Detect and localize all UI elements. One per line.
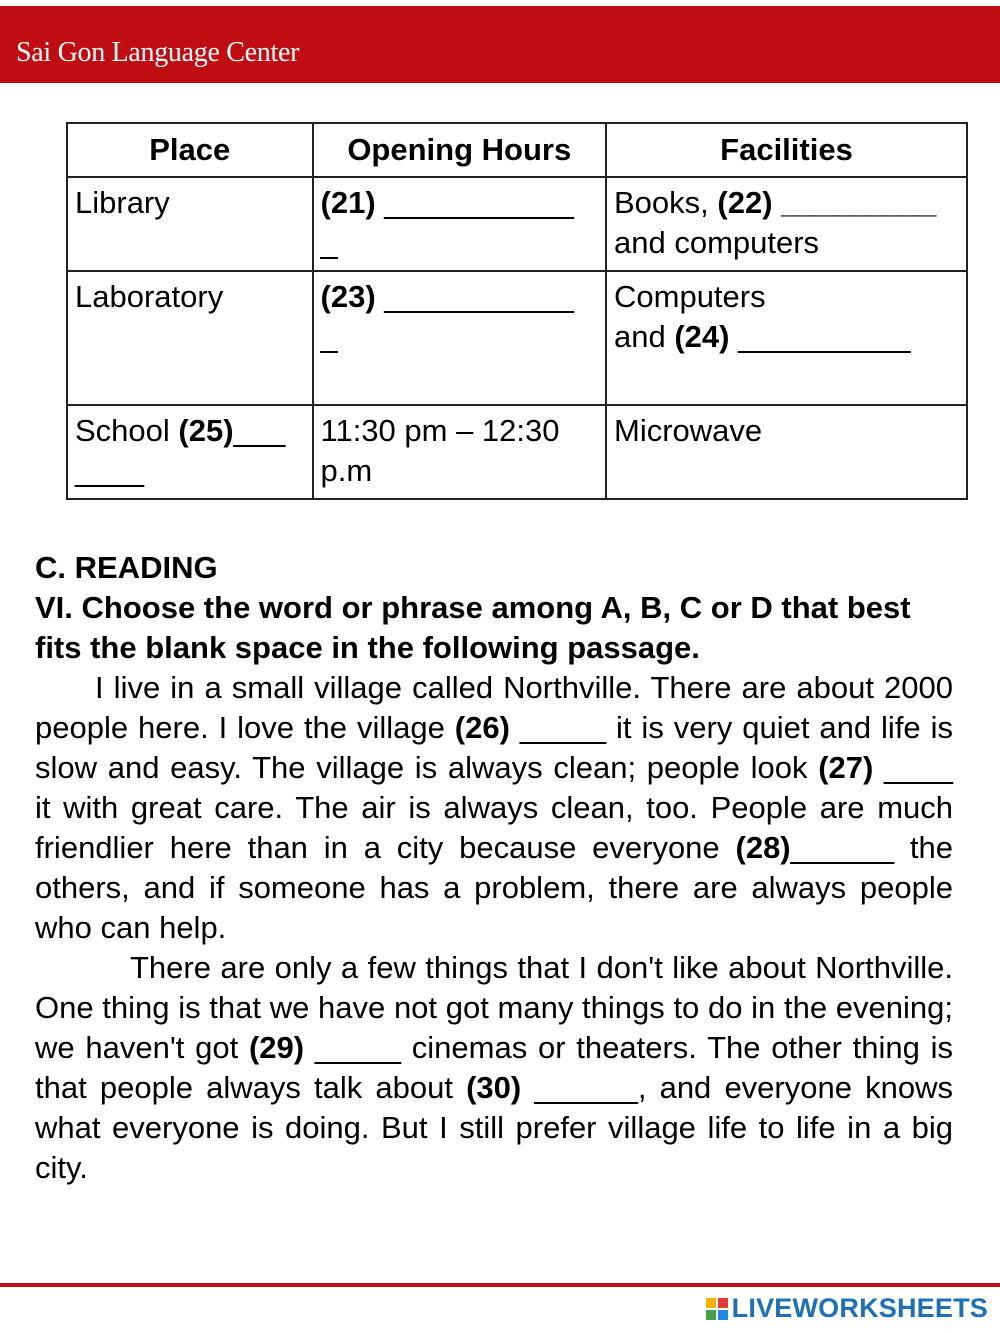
footer-divider (0, 1283, 1000, 1287)
header-facilities: Facilities (606, 123, 967, 177)
cell-hours (313, 271, 606, 405)
blank-number: (25) (178, 413, 234, 448)
passage-paragraph-1 (35, 668, 953, 948)
reading-section (35, 548, 953, 1188)
liveworksheets-brand[interactable] (706, 1293, 988, 1324)
schedule-table (66, 122, 968, 500)
passage-text: ______, and everyone knows what everyone is doing. But I still prefer village life to life in a big city. (35, 1070, 953, 1185)
blank-line: ____ (75, 453, 144, 488)
blank-line: ___________ (375, 185, 574, 220)
table-row (67, 271, 967, 405)
facility-text: and (614, 319, 675, 354)
table-row (67, 177, 967, 271)
blank-number: (30) (466, 1070, 522, 1105)
place-text: Library (75, 185, 170, 220)
passage-text: ______ the others, and if someone has a problem, there are always people who can help. (35, 830, 954, 945)
blank-number: (26) (454, 710, 510, 745)
header-bar (0, 6, 1000, 83)
header-place: Place (67, 123, 313, 177)
blank-number: (24) (674, 319, 730, 354)
blank-line: ___ (233, 413, 286, 448)
blank-number: (23) (320, 279, 376, 314)
header-title: Sai Gon Language Center (16, 37, 300, 68)
blank-line: _________ (772, 185, 937, 220)
section-heading: C. READING (35, 550, 218, 585)
liveworksheets-logo-icon (706, 1298, 728, 1320)
passage-paragraph-2 (35, 948, 953, 1188)
facility-text: Computers (614, 279, 766, 314)
facility-text: Books, (614, 185, 718, 220)
blank-line: _ (320, 319, 338, 354)
blank-line: _ (320, 225, 338, 260)
passage-text: There are only a few things that I don't like about Northville. One thing is that we have not got many things to do in the evening; we haven't got (35, 950, 953, 1065)
facility-text: and computers (614, 225, 820, 260)
blank-number: (27) (818, 750, 874, 785)
blank-line: __________ (729, 319, 911, 354)
passage-text: _____ cinemas or theaters. The other thing is that people always talk about (35, 1030, 953, 1105)
passage-text: I live in a small village called Northville. There are about 2000 people here. I love the village (35, 670, 953, 745)
place-text: School (75, 413, 179, 448)
place-text: Laboratory (75, 279, 224, 314)
instruction-text: VI. Choose the word or phrase among A, B, C or D that best fits the blank space in the following passage. (35, 590, 911, 665)
cell-place (67, 405, 313, 499)
cell-place (67, 177, 313, 271)
blank-number: (28) (735, 830, 791, 865)
header-opening-hours: Opening Hours (313, 123, 606, 177)
cell-facilities: Microwave (606, 405, 967, 499)
cell-hours (313, 177, 606, 271)
cell-place (67, 271, 313, 405)
passage-text: ____ it with great care. The air is always clean, too. People are much friendlier here than in a city because everyone (35, 750, 953, 865)
blank-number: (22) (717, 185, 773, 220)
cell-facilities (606, 271, 967, 405)
cell-hours: 11:30 pm – 12:30 p.m (313, 405, 606, 499)
passage-text: _____ it is very quiet and life is slow and easy. The village is always clean; people look (35, 710, 953, 785)
table-header-row (67, 123, 967, 177)
cell-facilities (606, 177, 967, 271)
table-row (67, 405, 967, 499)
blank-line: ___________ (375, 279, 574, 314)
blank-number: (21) (320, 185, 376, 220)
brand-text: LIVEWORKSHEETS (731, 1293, 988, 1323)
blank-number: (29) (248, 1030, 305, 1065)
